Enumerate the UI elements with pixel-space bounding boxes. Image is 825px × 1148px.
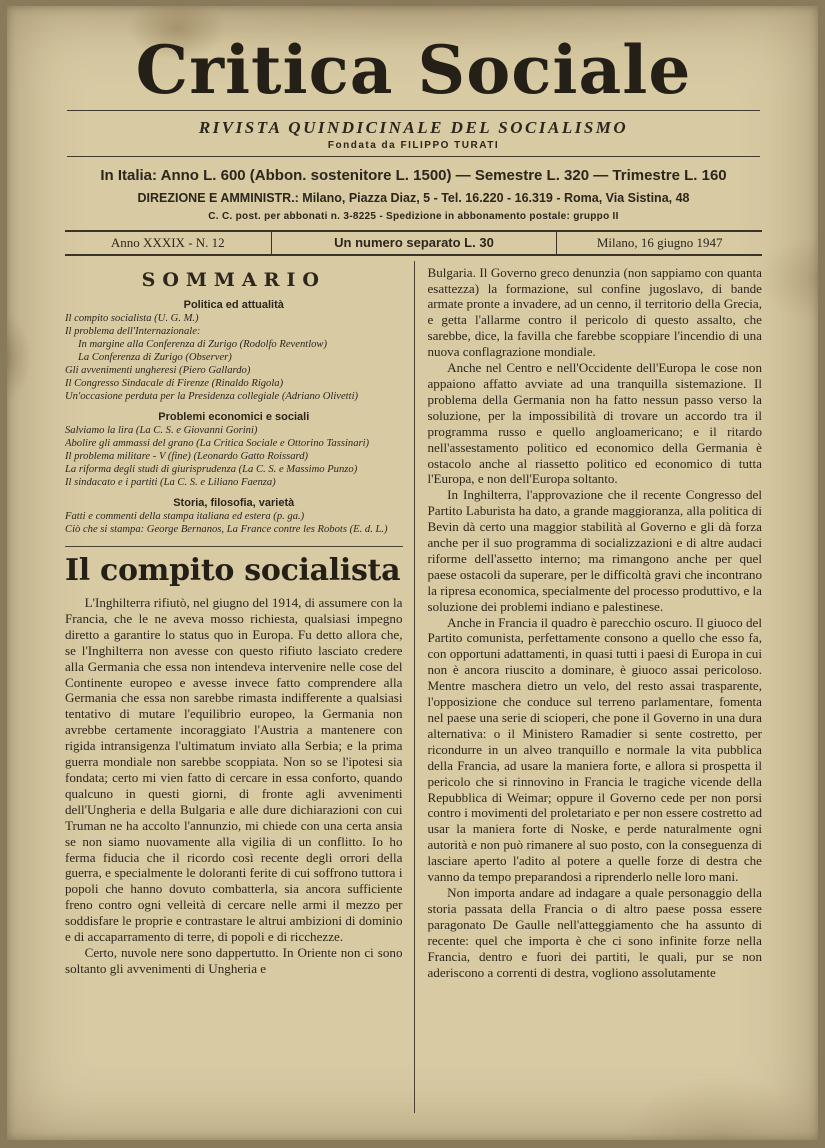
masthead-title: Critica Sociale [135,31,692,109]
sommario-item: Un'occasione perduta per la Presidenza collegiale (Adriano Olivetti) [65,391,359,402]
article-title: Il compito socialista [65,552,401,588]
masthead-rule-bottom [67,156,760,157]
sommario-section-politica [65,299,403,403]
masthead-rule-top [67,110,760,111]
sommario-item: Il Congresso Sindacale di Firenze (Rinaldo Rigola) [65,377,284,389]
article-paragraph: L'Inghilterra rifiutò, nel giugno del 1914, di assumere con la Francia, che le ne aveva mosso richiesta, qualsiasi impegno diretto a garantire lo status quo in Europa. Fu detto allora che, se l'Inghilterra non avesse con questo rifiuto lasciato credere alla Germania che essa non intendeva intervenire nelle cose del Continente europeo e avesse invece fatto comprendere alla Germania che essa non sarebbe rimasta indifferente a qualsiasi tentativo di mutare l'equilibrio europeo, la Germania non avrebbe certamente incoraggiato l'Austria a mantenere con rigida intransigenza l'ultimatum inviato alla Serbia; e la prima guerra mondiale non sarebbe scoppiata. Non so se l'ipotesi sia fondata; certo mi vien fatto di cercare in essa conforto, quando qualcuno in questi giorni, di fronte agli avvenimenti dell'Ungheria e della Bulgaria e alle dure dichiarazioni con cui Truman ne ha accolto l'annunzio, mi chiede con una certa ansia se non siamo nuovamente alla vigilia di un conflitto. Io ho ferma fiducia che il ricordo così recente degli orrori della guerra, e specialmente le doloranti ferite di cui soffrono tuttora i popoli che hanno dovuto combatterla, sia ancora sufficiente freno contro ogni velleità di cercare nelle armi il mezzo per soddisfare le proprie e contrastare le altrui ambizioni di dominio e di accaparramento di terre, di popoli e di ricchezze. [65,595,403,945]
article-paragraph: Anche nel Centro e nell'Occidente dell'Europa le cose non appaiono affatto avviate ad una tranquilla sistemazione. Il problema della Germania non ha fatto nessun passo verso la soluzione, per la impossibilità di trovare un accordo tra il programma russo e quello angloamericano; e il ritardo nell'assestamento politico ed economico della Germania è ostacolo anche al riassetto politico ed economico di tutta l'Europa, e non dell'Europa soltanto. [427,360,762,487]
sommario-item: Il compito socialista (U. G. M.) [65,312,199,324]
sommario-item: In margine alla Conferenza di Zurigo (Rodolfo Reventlow) [78,338,328,350]
subscription-prices-line: In Italia: Anno L. 600 (Abbon. sostenitore L. 1500) — Semestre L. 320 — Trimestre L. 160 [100,166,727,184]
article-paragraph: Anche in Francia il quadro è parecchio oscuro. Il giuoco del Partito comunista, perfettamente consono a quello che esso fa, con opportuni adattamenti, in quasi tutti i paesi di Europa in cui non è ancora riuscito a dominare, è giuoco assai pericoloso. Mentre maschera dietro un velo, del resto assai trasparente, l'opposizione che conduce sul terreno parlamentare, fomenta nel paese una serie di scioperi, che pone il Governo in una dura alternativa: o il Ministero Ramadier si sente costretto, per ricondurre in un alveo tranquillo e normale la vita pubblica della Francia, ad usare la maniera forte, e allora si prospetta il pericolo che si rinnovino in Francia le tragiche vicende della Repubblica di Weimar; oppure il Governo cede per non porsi contro i movimenti del proletariato e per non essere costretto ad usar la maniera forte di Noske, e perde naturalmente ogni autorità e non può rimanere al suo posto, con la conseguenza di lasciare aperto l'adito al potere a quelle forze di destra che vanno da tempo preparandosi a riprenderlo nelle loro mani. [427,614,762,885]
section-heading: Politica ed attualità [183,298,284,311]
sommario-item: Abolire gli ammassi del grano (La Critica Sociale e Ottorino Tassinari) [65,438,370,450]
sommario [65,269,403,547]
single-copy-price: Un numero separato L. 30 [271,232,557,254]
left-column [65,261,414,1113]
section-heading: Storia, filosofia, varietà [173,497,295,510]
direction-address-line: DIREZIONE E AMMINISTR.: Milano, Piazza Diaz, 5 - Tel. 16.220 - 16.319 - Roma, Via Sistina, 48 [137,190,690,205]
issue-info-bar [65,230,762,256]
sommario-item: Salviamo la lira (La C. S. e Giovanni Gorini) [65,425,258,437]
paper-sheet [7,6,818,1140]
content-columns [65,261,762,1113]
sommario-section-storia [65,497,403,536]
masthead [65,31,762,222]
article-body-right [428,261,763,981]
issue-number: Anno XXXIX - N. 12 [110,234,225,250]
sommario-item: Ciò che si stampa: George Bernanos, La France contre les Robots (E. d. L.) [65,524,388,536]
sommario-item: Fatti e commenti della stampa italiana ed estera (p. ga.) [65,511,305,523]
masthead-founder-line: Fondata da FILIPPO TURATI [327,139,500,151]
sommario-item: La riforma degli studi di giurisprudenza (La C. S. e Massimo Punzo) [65,464,358,476]
article-paragraph: Bulgaria. Il Governo greco denunzia (non sappiamo con quanta esattezza) la formazione, sul confine jugoslavo, di bande armate pronte a invadere, ad un cenno, il territorio della Grecia, e getta l'allarme contro il pericolo di questo assalto, che sarebbe, dice, la favilla che farebbe scoppiare l'incendio di una nuova conflagrazione mondiale. [427,264,762,360]
section-heading: Problemi economici e sociali [158,411,310,424]
sommario-item: La Conferenza di Zurigo (Observer) [78,351,232,363]
article-paragraph: Certo, nuvole nere sono dappertutto. In Oriente non ci sono soltanto gli avvenimenti di Ungheria e [65,944,403,976]
issue-date: Milano, 16 giugno 1947 [556,232,762,254]
sommario-divider [65,546,403,547]
sommario-item: Il sindacato e i partiti (La C. S. e Liliano Faenza) [65,477,276,489]
sommario-section-economia [65,411,403,489]
masthead-subtitle: RIVISTA QUINDICINALE DEL SOCIALISMO [198,117,629,137]
article-paragraph: In Inghilterra, l'approvazione che il recente Congresso del Partito Laburista ha dato, a grande maggioranza, alla politica di Bevin dà certo una maggior stabilità al Governo e gli dà forza anche per il suo programma di socializzazioni e di altre audaci riforme dell'assetto interno; ma rimangono anche per quel paese ostacoli da superare, per le difficoltà gravi che incontrano la ripresa economica, specialmente del processo produttivo, e la soluzione dei problemi indiano e palestinese. [427,487,762,614]
article-body-left [65,595,403,977]
right-column [414,261,763,1113]
sommario-title: SOMMARIO [141,268,326,291]
postal-info-line: C. C. post. per abbonati n. 3-8225 - Spedizione in abbonamento postale: gruppo II [208,210,619,222]
article-paragraph: Non importa andare ad indagare a quale personaggio della storia passata della Francia o di altro paese possa essere paragonato De Gaulle nell'atteggiamento che ha assunto di recente: quel che importa è che ci sono infinite forze nella Francia, dentro e fuori dei partiti, le quali, pur se non aderiscono a correnti di destra, vogliono assolutamente [427,884,762,980]
sommario-item: Il problema militare - V (fine) (Leonardo Gatto Roissard) [65,451,309,463]
sommario-item: Gli avvenimenti ungheresi (Piero Gallardo) [65,364,251,376]
sommario-item: Il problema dell'Internazionale: [65,325,201,337]
